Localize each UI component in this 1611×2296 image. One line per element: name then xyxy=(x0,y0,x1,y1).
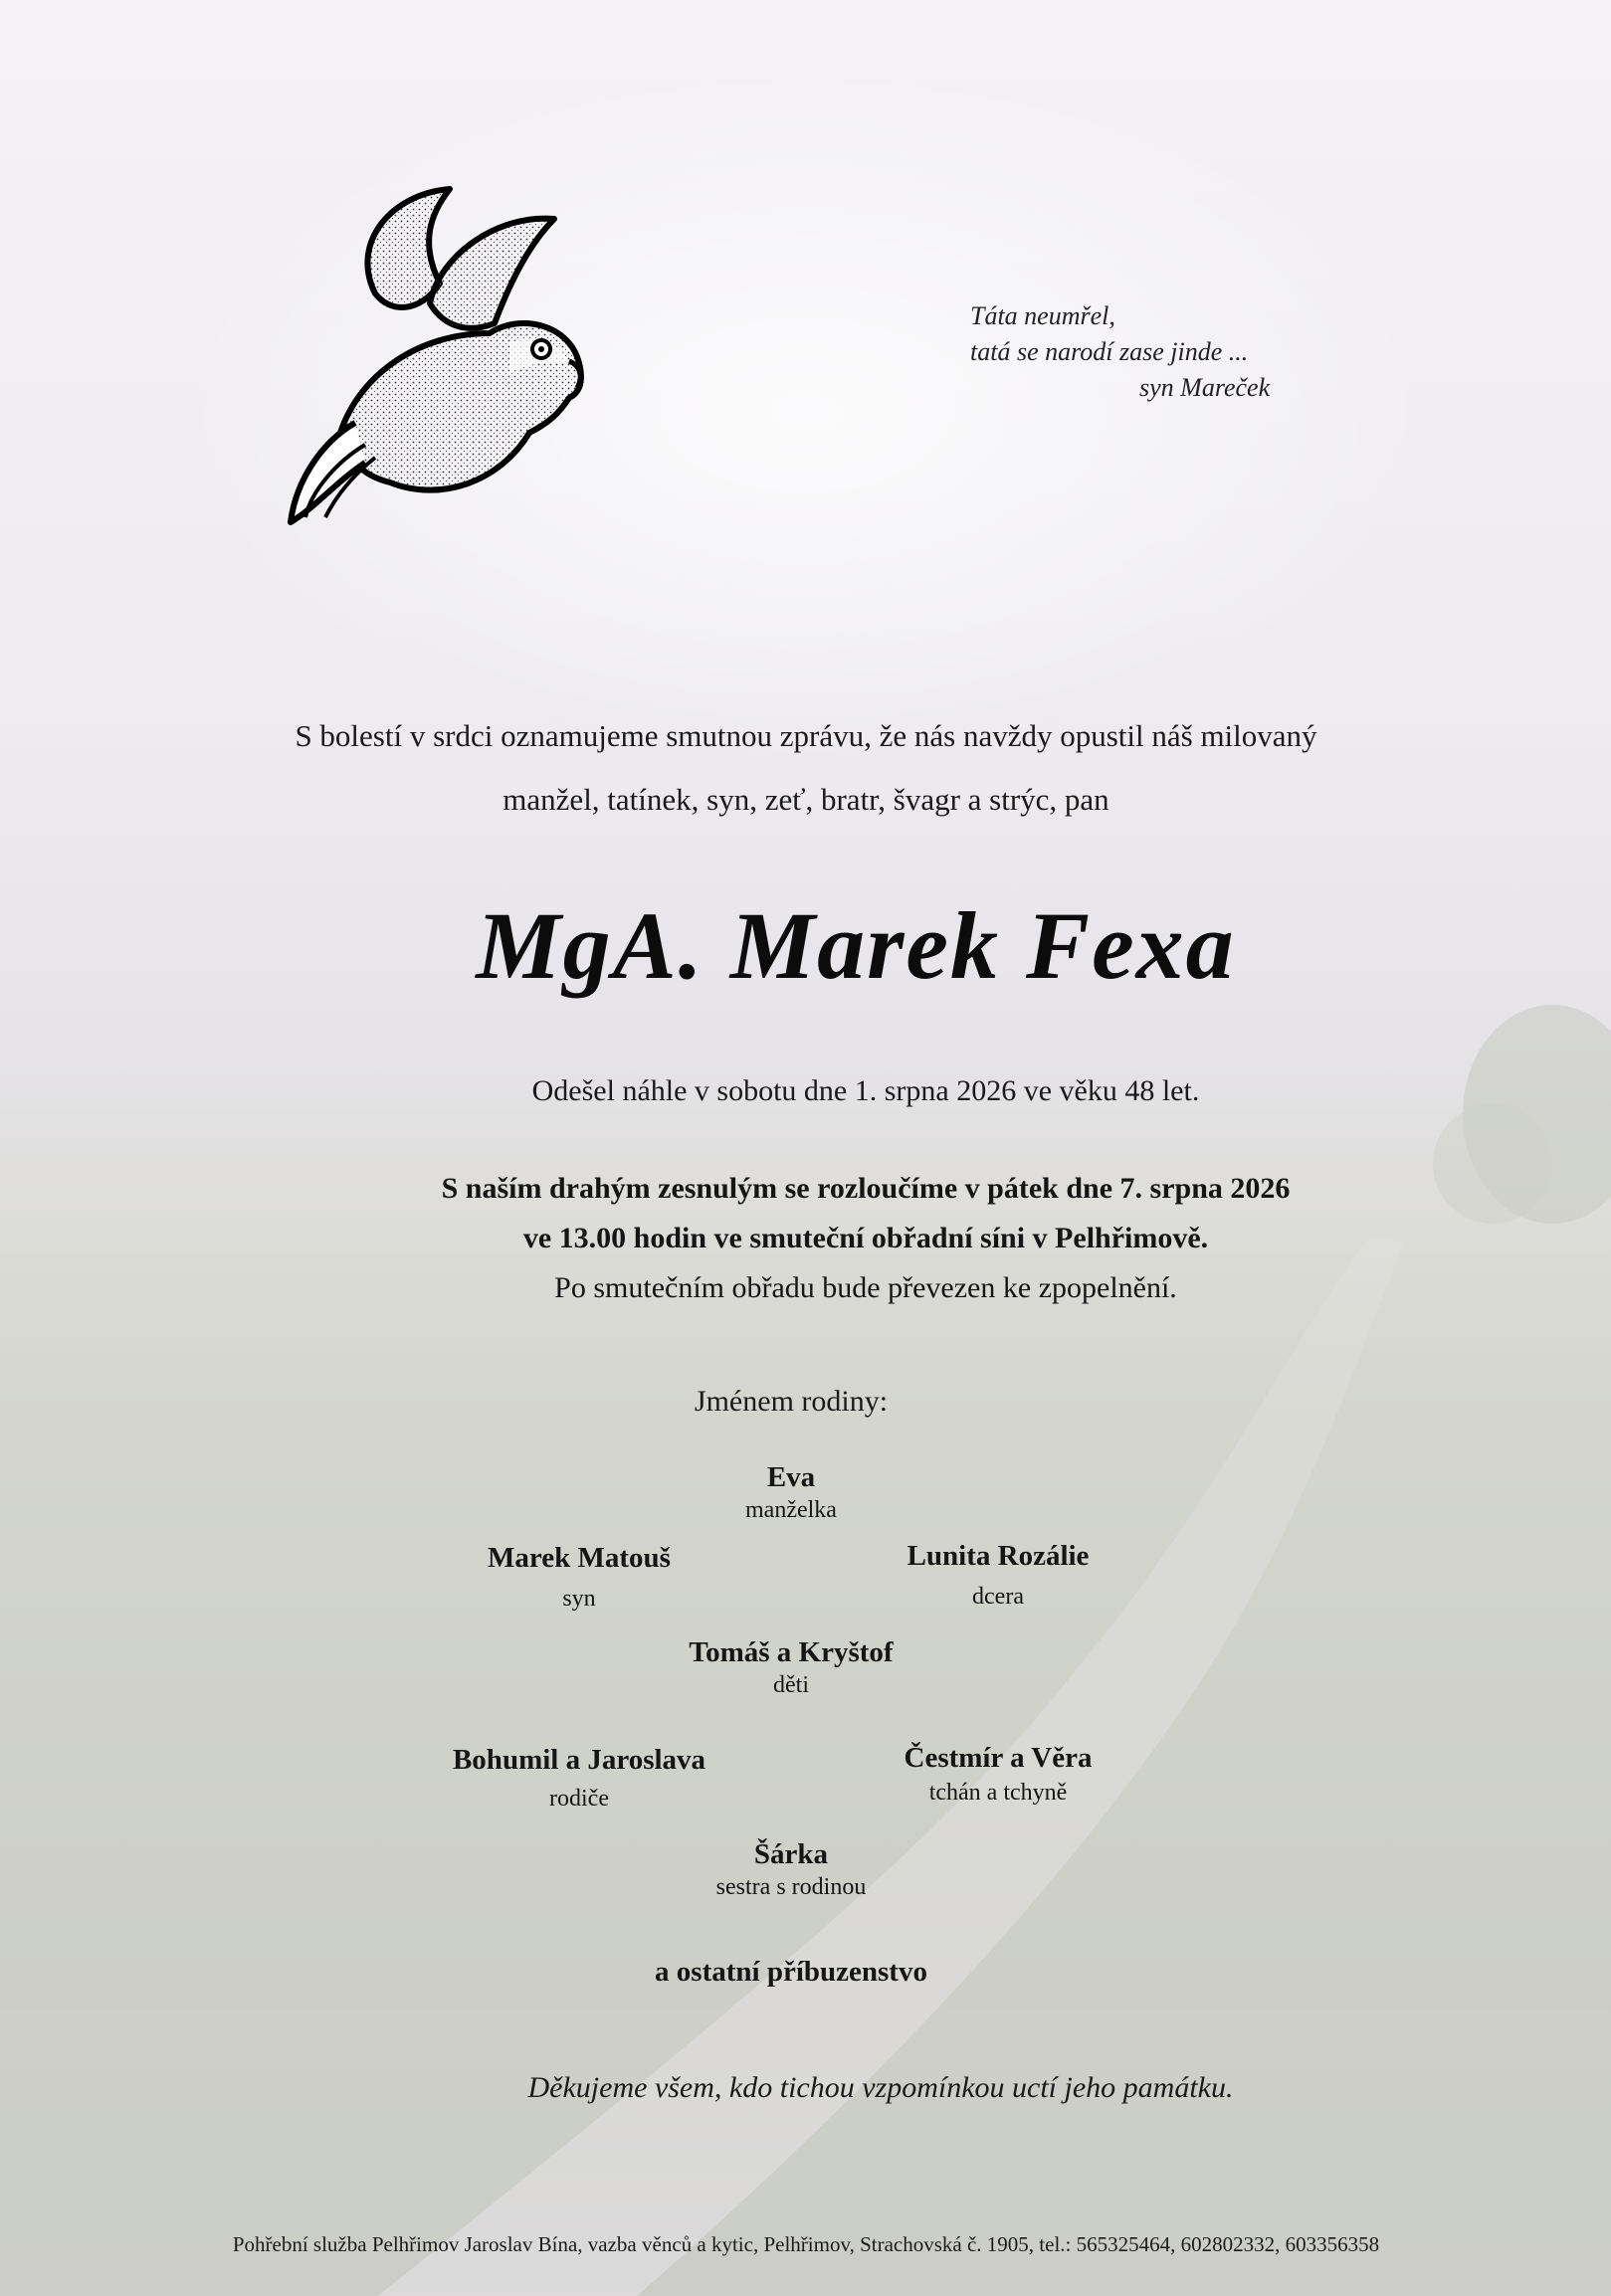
intro-line: manžel, tatínek, syn, zeť, bratr, švagr a strýc, pan xyxy=(503,782,1109,817)
funeral-date-line: S naším drahým zesnulým se rozloučíme v pátek dne 7. srpna 2026 xyxy=(441,1172,1291,1205)
member-name: Bohumil a Jaroslava xyxy=(452,1744,706,1776)
member-name: Lunita Rozálie xyxy=(906,1540,1090,1572)
cremation-note: Po smutečním obřadu bude převezen ke zpopelnění. xyxy=(554,1271,1177,1304)
member-name: Marek Matouš xyxy=(488,1542,671,1574)
family-member xyxy=(552,1634,1030,1700)
death-note: Odešel náhle v sobotu dne 1. srpna 2026 ve věku 48 let. xyxy=(531,1074,1200,1107)
member-name: Tomáš a Kryštof xyxy=(689,1636,894,1668)
thanks-note: Děkujeme všem, kdo tichou vzpomínkou uctí jeho památku. xyxy=(527,2071,1234,2104)
intro-line: S bolestí v srdci oznamujeme smutnou zprávu, že nás navždy opustil náš milovaný xyxy=(295,718,1317,753)
family-member xyxy=(340,1540,818,1614)
member-relation: syn xyxy=(562,1586,596,1612)
member-name: Eva xyxy=(766,1461,816,1493)
member-relation: sestra s rodinou xyxy=(715,1874,867,1900)
quote-line: Táta neumřel, xyxy=(970,301,1115,330)
family-heading: Jménem rodiny: xyxy=(694,1385,889,1418)
family-member xyxy=(552,1836,1030,1902)
funeral-service-footer: Pohřební služba Pelhřimov Jaroslav Bína, vazba věnců a kytic, Pelhřimov, Strachovská č. 1905, tel.: 565325464, 602802332, 603356358 xyxy=(232,2232,1380,2256)
funeral-info xyxy=(159,1164,1572,1313)
other-relatives: a ostatní příbuzenstvo xyxy=(655,1956,927,1988)
quote-block xyxy=(970,298,1328,406)
family-member xyxy=(759,1740,1237,1808)
quote-line: tatá se narodí zase jinde ... xyxy=(970,337,1249,366)
member-relation: děti xyxy=(773,1672,809,1698)
quote-signature: syn Mareček xyxy=(1139,373,1271,402)
family-member xyxy=(759,1538,1237,1612)
member-relation: rodiče xyxy=(549,1786,609,1812)
announcement-intro xyxy=(159,704,1453,832)
member-relation: tchán a tchyně xyxy=(928,1780,1068,1806)
member-relation: manželka xyxy=(745,1497,837,1523)
funeral-place-line: ve 13.00 hodin ve smuteční obřadní síni v Pelhřimově. xyxy=(522,1222,1209,1254)
family-member xyxy=(340,1742,818,1814)
member-relation: dcera xyxy=(972,1584,1024,1610)
member-name: Šárka xyxy=(753,1838,829,1870)
dove-icon xyxy=(281,184,589,532)
deceased-name: MgA. Marek Fexa xyxy=(476,892,1236,999)
family-member xyxy=(552,1459,1030,1525)
member-name: Čestmír a Věra xyxy=(904,1742,1093,1774)
